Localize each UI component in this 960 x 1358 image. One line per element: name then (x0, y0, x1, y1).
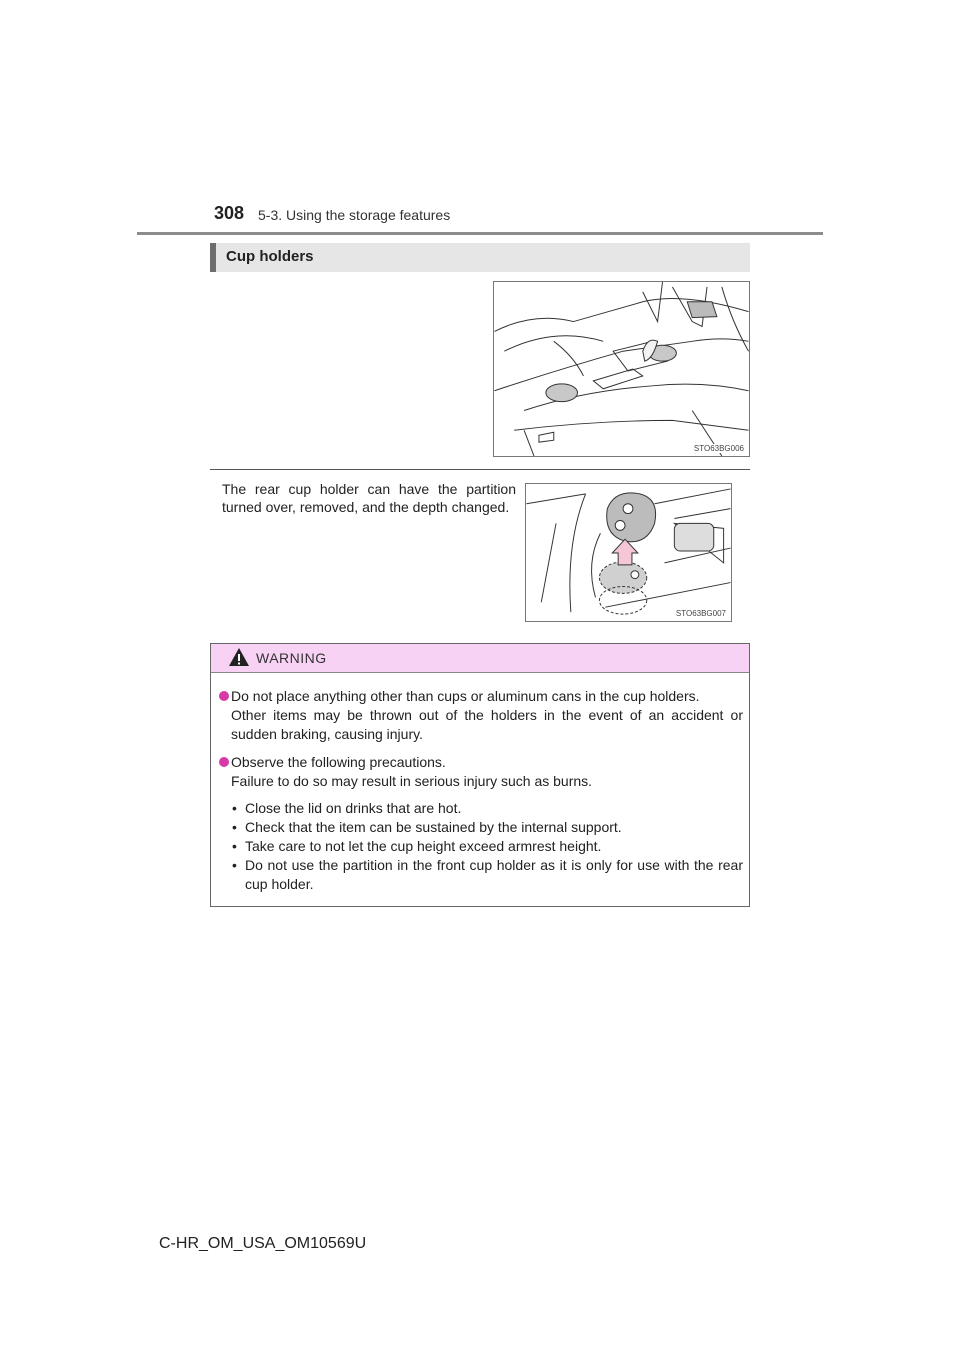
warning-body (211, 673, 749, 894)
rear-cup-holder-description: The rear cup holder can have the partition turned over, removed, and the depth changed. (222, 481, 516, 515)
rear-partition-drawing (526, 484, 731, 621)
page-number: 308 (214, 203, 245, 223)
precaution-item: • Close the lid on drinks that are hot. (232, 800, 462, 816)
front-console-drawing (494, 282, 749, 456)
dot-icon: • (232, 819, 237, 835)
precaution-item: • Do not use the partition in the front cup holder as it is only for use with the rear cup holder. (232, 857, 743, 892)
precaution-list (231, 799, 743, 894)
warning-item-line: Failure to do so may result in serious injury such as burns. (231, 773, 593, 789)
warning-item-line: Do not place anything other than cups or aluminum cans in the cup holders. (231, 688, 700, 704)
warning-label: WARNING (256, 650, 327, 666)
dot-icon: • (232, 800, 237, 816)
figure-code: STO63BG007 (675, 609, 726, 618)
warning-item-line: Other items may be thrown out of the holders in the event of an accident or sudden braking, causing injury. (231, 707, 743, 742)
precaution-item: • Check that the item can be sustained by the internal support. (232, 819, 622, 835)
figure-code: STO63BG006 (693, 444, 744, 453)
precaution-item: • Take care to not let the cup height exceed armrest height. (232, 838, 602, 854)
warning-item (219, 753, 743, 894)
dot-icon: • (232, 857, 237, 873)
warning-box (210, 643, 750, 907)
rear-cup-holder-illustration (525, 483, 732, 622)
front-cup-holder-illustration (493, 281, 750, 457)
dot-icon: • (232, 838, 237, 854)
document-code: C-HR_OM_USA_OM10569U (159, 1235, 367, 1252)
warning-item (219, 687, 743, 744)
header-rule (137, 232, 823, 235)
warning-item-line: Observe the following precautions. (231, 754, 446, 770)
warning-header (211, 644, 749, 673)
section-heading-bar (210, 243, 750, 272)
warning-triangle-icon (228, 647, 250, 667)
bullet-icon (219, 757, 229, 767)
divider (210, 469, 750, 470)
section-title: 5-3. Using the storage features (258, 207, 451, 223)
section-heading: Cup holders (226, 248, 314, 265)
bullet-icon (219, 691, 229, 701)
